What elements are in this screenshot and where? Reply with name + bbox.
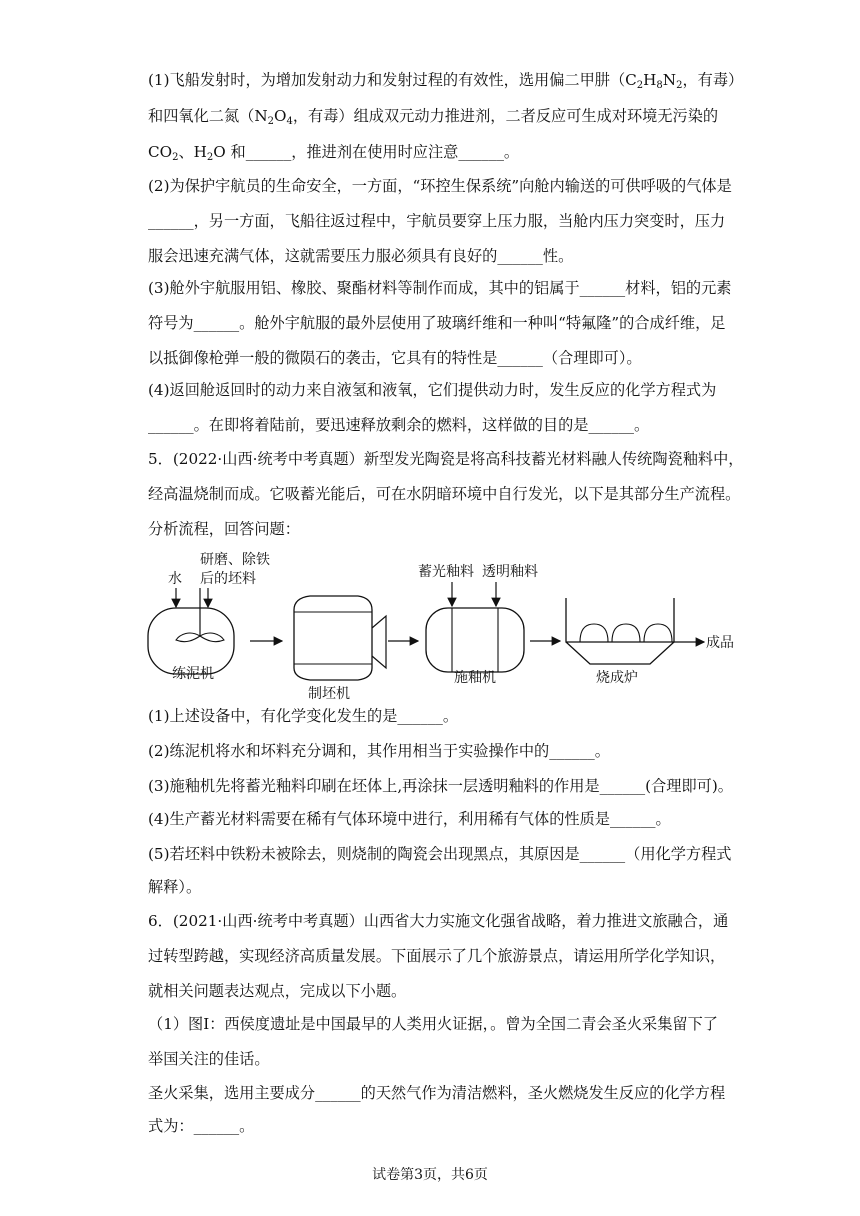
q4-part4-line1: (4)返回舱返回时的动力来自液氢和液氧，它们提供动力时，发生反应的化学方程式为 xyxy=(148,381,717,399)
q4-part1-line3: $CO_2$、$H_2O$ 和______，推进剂在使用时应注意______。 xyxy=(148,143,520,163)
q6-stem-line2: 过转型跨越，实现经济高质量发展。下面展示了几个旅游景点，请运用所学化学知识， xyxy=(148,947,726,965)
q5-sub2: (2)练泥机将水和坏料充分调和，其作用相当于实验操作中的______。 xyxy=(148,742,610,760)
q4-part2-line1: (2)为保护宇航员的生命安全，一方面，“环控生保系统”向舱内输送的可供呼吸的气体是 xyxy=(148,177,732,195)
q6-sub1-line2: 举国关注的佳话。 xyxy=(148,1050,270,1068)
q6-sub1-line3: 圣火采集，选用主要成分______的天然气作为清洁燃料，圣火燃烧发生反应的化学方程 xyxy=(148,1084,726,1102)
q5-sub1: (1)上述设备中，有化学变化发生的是______。 xyxy=(148,707,459,725)
q5-sub5-line2: 解释）。 xyxy=(148,878,202,896)
label-kiln: 烧成炉 xyxy=(596,670,638,686)
label-product: 成品 xyxy=(706,635,734,651)
q4-part1-line2: 和四氧化二氮（$N_2O_4$，有毒）组成双元动力推进剂，二者反应可生成对环境无污染的 xyxy=(148,107,719,127)
q5-sub3: (3)施釉机先将蓄光釉料印刷在坯体上,再涂抹一层透明釉料的作用是______(合理即可)。 xyxy=(148,777,733,795)
q4-part1-line1: (1)飞船发射时，为增加发射动力和发射过程的有效性，选用偏二甲肼（$C_2H_8N_2$，有毒） xyxy=(148,71,744,91)
glazing-machine xyxy=(426,608,524,672)
q5-sub4: (4)生产蓄光材料需要在稀有气体环境中进行，利用稀有气体的性质是______。 xyxy=(148,810,671,828)
label-mixer: 练泥机 xyxy=(172,666,214,682)
q5-stem-line2: 经高温烧制而成。它吸蓄光能后，可在水阴暗环境中自行发光，以下是其部分生产流程。 xyxy=(148,485,741,503)
q4-part2-line3: 服会迅速充满气体，这就需要压力服必须具有良好的______性。 xyxy=(148,247,574,265)
q4-part3-line3: 以抵御像枪弹一般的微陨石的袭击，它具有的特性是______（合理即可）。 xyxy=(148,349,642,367)
q4-part2-line2: ______，另一方面，飞船往返过程中，宇航员要穿上压力服，当舱内压力突变时，压力 xyxy=(148,212,726,230)
q6-stem-line1: 6．(2021·山西·统考中考真题）山西省大力实施文化强省战略，着力推进文旅融合，通 xyxy=(148,912,729,930)
q5-stem-line1: 5．(2022·山西·统考中考真题）新型发光陶瓷是将高科技蓄光材料融人传统陶瓷釉料中， xyxy=(148,450,744,468)
q6-sub1-line4: 式为：______。 xyxy=(148,1117,255,1135)
label-glazing: 施釉机 xyxy=(454,670,496,686)
q6-sub1-line1: （1）图Ⅰ：西侯度遗址是中国最早的人类用火证据，。曾为全国二青会圣火采集留下了 xyxy=(148,1015,718,1033)
q4-part3-line2: 符号为______。舱外宇航服的最外层使用了玻璃纤维和一种叫“特氟隆”的合成纤维，足 xyxy=(148,314,726,332)
q5-sub5-line1: (5)若坯料中铁粉未被除去，则烧制的陶瓷会出现黑点，其原因是______（用化学方程式 xyxy=(148,845,732,863)
label-water: 水 xyxy=(168,571,182,587)
q4-part4-line2: ______。在即将着陆前，要迅速释放剩余的燃料，这样做的目的是______。 xyxy=(148,416,650,434)
label-forming: 制坯机 xyxy=(308,686,350,702)
label-blank-line2: 后的坯料 xyxy=(200,571,256,587)
q4-part3-line1: (3)舱外宇航服用铝、橡胶、聚酯材料等制作而成，其中的铝属于______材料，铝的元素 xyxy=(148,279,732,297)
q5-stem-line3: 分析流程，回答问题： xyxy=(148,520,300,538)
q6-stem-line3: 就相关问题表达观点，完成以下小题。 xyxy=(148,982,407,1000)
label-blank-line1: 研磨、除铁 xyxy=(200,552,270,568)
label-glaze1: 蓄光釉料 xyxy=(418,564,474,580)
process-flow-diagram xyxy=(0,540,860,702)
page-footer: 试卷第3页，共6页 xyxy=(372,1167,488,1183)
label-glaze2: 透明釉料 xyxy=(482,564,538,580)
forming-machine xyxy=(294,596,372,680)
